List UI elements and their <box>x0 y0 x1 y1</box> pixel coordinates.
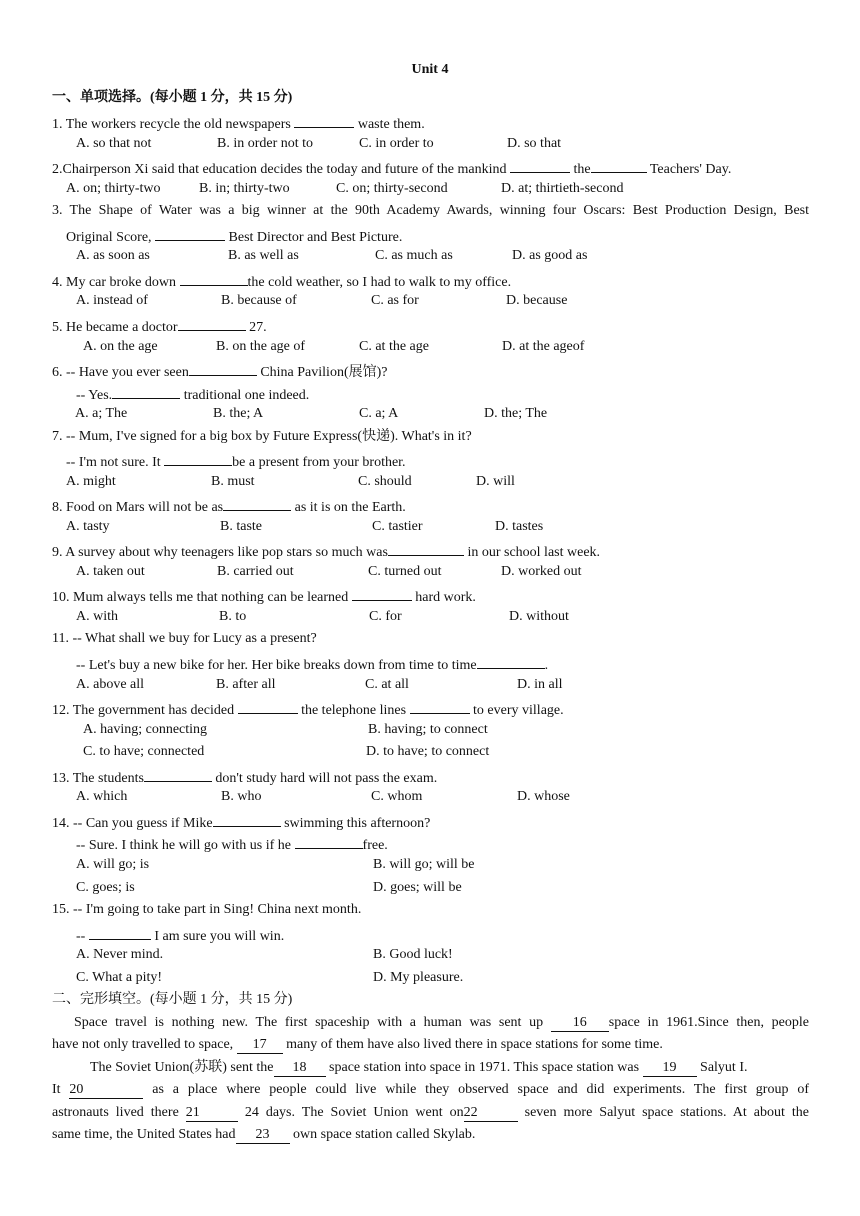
question-text: 4. My car broke down <box>52 275 180 290</box>
option-c[interactable]: C. as for <box>371 293 419 308</box>
option-c[interactable]: C. whom <box>371 789 423 804</box>
passage-text: 24 days. The Soviet Union went on <box>237 1105 464 1120</box>
option-b[interactable]: B. carried out <box>217 564 294 579</box>
question-text: the <box>569 162 591 177</box>
question-text: 10. Mum always tells me that nothing can be learned <box>52 590 352 605</box>
option-a[interactable]: A. with <box>76 609 118 624</box>
option-a[interactable]: A. taken out <box>76 564 145 579</box>
passage-text: Salyut I. <box>696 1060 748 1075</box>
question-text: as it is on the Earth. <box>291 500 406 515</box>
option-b[interactable]: B. must <box>211 474 255 489</box>
question-1 <box>52 112 425 134</box>
option-d[interactable]: D. My pleasure. <box>373 970 464 985</box>
passage-text: The Soviet Union(苏联) sent the <box>90 1060 274 1075</box>
option-a[interactable]: A. having; connecting <box>83 722 208 737</box>
question-7-line-2 <box>66 450 406 472</box>
question-text: in our school last week. <box>463 545 601 560</box>
question-text: 5. He became a doctor <box>52 320 178 335</box>
passage-line-1 <box>52 1014 809 1032</box>
answer-blank[interactable] <box>112 383 180 399</box>
question-text: China Pavilion(展馆)? <box>256 365 388 380</box>
option-b[interactable]: B. the; A <box>213 406 264 421</box>
question-text: -- Let's buy a new bike for her. Her bike breaks down from time to time <box>76 658 477 673</box>
answer-blank[interactable] <box>223 495 291 511</box>
option-a[interactable]: A. so that not <box>76 136 152 151</box>
cloze-blank-17[interactable]: 17 <box>237 1037 283 1054</box>
passage-text: seven more Salyut space stations. At about the <box>517 1105 809 1120</box>
cloze-blank-20[interactable]: 20 <box>69 1082 143 1099</box>
answer-blank[interactable] <box>388 540 464 556</box>
option-d[interactable]: D. tastes <box>495 519 544 534</box>
option-c[interactable]: C. as much as <box>375 248 453 263</box>
question-text: I am sure you will win. <box>150 929 285 944</box>
option-a[interactable]: A. tasty <box>66 519 110 534</box>
answer-blank[interactable] <box>510 157 570 173</box>
question-3-line-1: 3. The Shape of Water was a big winner at the 90th Academy Awards, winning four Oscars: Best Production Design, Best <box>52 203 809 218</box>
passage-text: Space travel is nothing new. The first spaceship with a human was sent up <box>74 1015 551 1030</box>
answer-blank[interactable] <box>155 225 225 241</box>
passage-text: same time, the United States had <box>52 1127 236 1142</box>
option-d[interactable]: D. as good as <box>512 248 588 263</box>
option-c[interactable]: C. goes; is <box>76 880 135 895</box>
option-c[interactable]: C. What a pity! <box>76 970 163 985</box>
passage-text: space station into space in 1971. This space station was <box>325 1060 643 1075</box>
answer-blank[interactable] <box>352 585 412 601</box>
option-c[interactable]: C. to have; connected <box>83 744 205 759</box>
cloze-blank-23[interactable]: 23 <box>236 1127 290 1144</box>
cloze-blank-18[interactable]: 18 <box>274 1060 326 1077</box>
passage-line-3 <box>90 1059 748 1077</box>
passage-text: astronauts lived there <box>52 1105 186 1120</box>
question-5 <box>52 315 267 337</box>
question-text: 14. -- Can you guess if Mike <box>52 816 213 831</box>
question-text: to every village. <box>469 703 564 718</box>
option-c[interactable]: C. turned out <box>368 564 442 579</box>
option-b[interactable]: B. because of <box>221 293 297 308</box>
option-d[interactable]: D. because <box>506 293 568 308</box>
question-text: 1. The workers recycle the old newspapers <box>52 117 295 132</box>
option-b[interactable]: B. in order not to <box>217 136 314 151</box>
option-a[interactable]: A. will go; is <box>76 857 150 872</box>
answer-blank[interactable] <box>295 833 363 849</box>
option-a[interactable]: A. a; The <box>75 406 128 421</box>
page-title: Unit 4 <box>411 62 449 77</box>
option-a[interactable]: A. above all <box>76 677 145 692</box>
option-d[interactable]: D. so that <box>507 136 562 151</box>
option-b[interactable]: B. to <box>219 609 247 624</box>
question-text: -- I'm not sure. It <box>66 455 165 470</box>
passage-text: many of them have also lived there in space stations for some time. <box>282 1037 663 1052</box>
question-text: Best Director and Best Picture. <box>225 230 403 245</box>
cloze-blank-16[interactable]: 16 <box>551 1015 609 1032</box>
question-text: 9. A survey about why teenagers like pop stars so much was <box>52 545 388 560</box>
question-11-line-2 <box>76 653 548 675</box>
passage-text: have not only travelled to space, <box>52 1037 237 1052</box>
question-text: the telephone lines <box>297 703 410 718</box>
answer-blank[interactable] <box>189 360 257 376</box>
option-c[interactable]: C. should <box>358 474 412 489</box>
question-text: 2.Chairperson Xi said that education decides the today and future of the mankind <box>52 162 510 177</box>
question-text: Original Score, <box>66 230 156 245</box>
cloze-blank-21[interactable]: 21 <box>186 1105 238 1122</box>
option-d[interactable]: D. at; thirtieth-second <box>501 181 624 196</box>
option-c[interactable]: C. in order to <box>359 136 434 151</box>
option-d[interactable]: D. will <box>476 474 515 489</box>
question-text: -- Yes. <box>76 388 113 403</box>
question-9 <box>52 540 600 562</box>
question-text: free. <box>362 838 388 853</box>
question-text: -- Sure. I think he will go with us if he <box>76 838 295 853</box>
option-d[interactable]: D. to have; to connect <box>366 744 490 759</box>
passage-line-4 <box>52 1081 809 1099</box>
question-text: waste them. <box>354 117 425 132</box>
passage-line-5 <box>52 1104 809 1122</box>
option-a[interactable]: A. on; thirty-two <box>66 181 161 196</box>
option-a[interactable]: A. as soon as <box>76 248 150 263</box>
cloze-blank-19[interactable]: 19 <box>643 1060 697 1077</box>
passage-text: It <box>52 1082 70 1097</box>
question-text: 13. The students <box>52 771 144 786</box>
cloze-blank-22[interactable]: 22 <box>464 1105 518 1122</box>
question-text: 8. Food on Mars will not be as <box>52 500 224 515</box>
answer-blank[interactable] <box>410 698 470 714</box>
section-heading-cloze: 二、完形填空。(每小题 1 分，共 15 分) <box>52 992 293 1007</box>
answer-blank[interactable] <box>238 698 298 714</box>
option-d[interactable]: D. at the ageof <box>502 339 585 354</box>
answer-blank[interactable] <box>180 270 248 286</box>
question-6-line-2 <box>76 383 309 405</box>
answer-blank[interactable] <box>591 157 647 173</box>
question-4 <box>52 270 511 292</box>
answer-blank[interactable] <box>294 112 354 128</box>
option-b[interactable]: B. taste <box>220 519 262 534</box>
question-13 <box>52 766 437 788</box>
option-b[interactable]: B. will go; will be <box>373 857 475 872</box>
option-a[interactable]: A. Never mind. <box>76 947 164 962</box>
question-text: 27. <box>245 320 267 335</box>
option-d[interactable]: D. goes; will be <box>373 880 462 895</box>
answer-blank[interactable] <box>178 315 246 331</box>
option-c[interactable]: C. for <box>369 609 402 624</box>
passage-text: space in 1961.Since then, people <box>608 1015 809 1030</box>
question-text: be a present from your brother. <box>232 455 406 470</box>
answer-blank[interactable] <box>477 653 545 669</box>
option-b[interactable]: B. having; to connect <box>368 722 488 737</box>
question-text: traditional one indeed. <box>180 388 310 403</box>
question-text: Teachers' Day. <box>646 162 732 177</box>
question-text: -- <box>76 929 89 944</box>
answer-blank[interactable] <box>89 924 151 940</box>
question-10 <box>52 585 476 607</box>
section-heading-multiple-choice: 一、单项选择。(每小题 1 分，共 15 分) <box>52 90 293 105</box>
question-3-line-2 <box>66 225 402 247</box>
option-b[interactable]: B. as well as <box>228 248 299 263</box>
option-b[interactable]: B. after all <box>216 677 276 692</box>
question-14-line-1 <box>52 811 430 833</box>
question-15-line-2 <box>76 924 284 946</box>
option-a[interactable]: A. which <box>76 789 128 804</box>
question-text: swimming this afternoon? <box>280 816 431 831</box>
answer-blank[interactable] <box>213 811 281 827</box>
option-d[interactable]: D. worked out <box>501 564 582 579</box>
question-2 <box>52 157 731 179</box>
passage-line-2 <box>52 1036 663 1054</box>
question-7-line-1: 7. -- Mum, I've signed for a big box by Future Express(快递). What's in it? <box>52 429 472 444</box>
passage-text: own space station called Skylab. <box>289 1127 476 1142</box>
option-d[interactable]: D. without <box>509 609 569 624</box>
question-12 <box>52 698 564 720</box>
question-11-line-1: 11. -- What shall we buy for Lucy as a present? <box>52 631 317 646</box>
option-b[interactable]: B. Good luck! <box>373 947 453 962</box>
option-b[interactable]: B. who <box>221 789 262 804</box>
question-text: 6. -- Have you ever seen <box>52 365 189 380</box>
option-d[interactable]: D. in all <box>517 677 563 692</box>
option-c[interactable]: C. a; A <box>359 406 399 421</box>
option-c[interactable]: C. on; thirty-second <box>336 181 448 196</box>
question-text: hard work. <box>411 590 476 605</box>
option-d[interactable]: D. the; The <box>484 406 548 421</box>
answer-blank[interactable] <box>164 450 232 466</box>
option-b[interactable]: B. in; thirty-two <box>199 181 290 196</box>
question-14-line-2 <box>76 833 388 855</box>
passage-line-6 <box>52 1126 475 1144</box>
answer-blank[interactable] <box>144 766 212 782</box>
option-b[interactable]: B. on the age of <box>216 339 306 354</box>
passage-text: as a place where people could live while they observed space and did experiments. The first group of <box>143 1082 809 1097</box>
option-a[interactable]: A. might <box>66 474 116 489</box>
option-d[interactable]: D. whose <box>517 789 570 804</box>
question-6-line-1 <box>52 360 387 382</box>
option-c[interactable]: C. at all <box>365 677 409 692</box>
option-a[interactable]: A. on the age <box>83 339 158 354</box>
question-8 <box>52 495 406 517</box>
option-c[interactable]: C. tastier <box>372 519 423 534</box>
question-15-line-1: 15. -- I'm going to take part in Sing! China next month. <box>52 902 362 917</box>
question-text: the cold weather, so I had to walk to my office. <box>247 275 512 290</box>
option-c[interactable]: C. at the age <box>359 339 429 354</box>
option-a[interactable]: A. instead of <box>76 293 148 308</box>
question-text: 12. The government has decided <box>52 703 238 718</box>
question-text: . <box>544 658 549 673</box>
question-text: don't study hard will not pass the exam. <box>211 771 438 786</box>
